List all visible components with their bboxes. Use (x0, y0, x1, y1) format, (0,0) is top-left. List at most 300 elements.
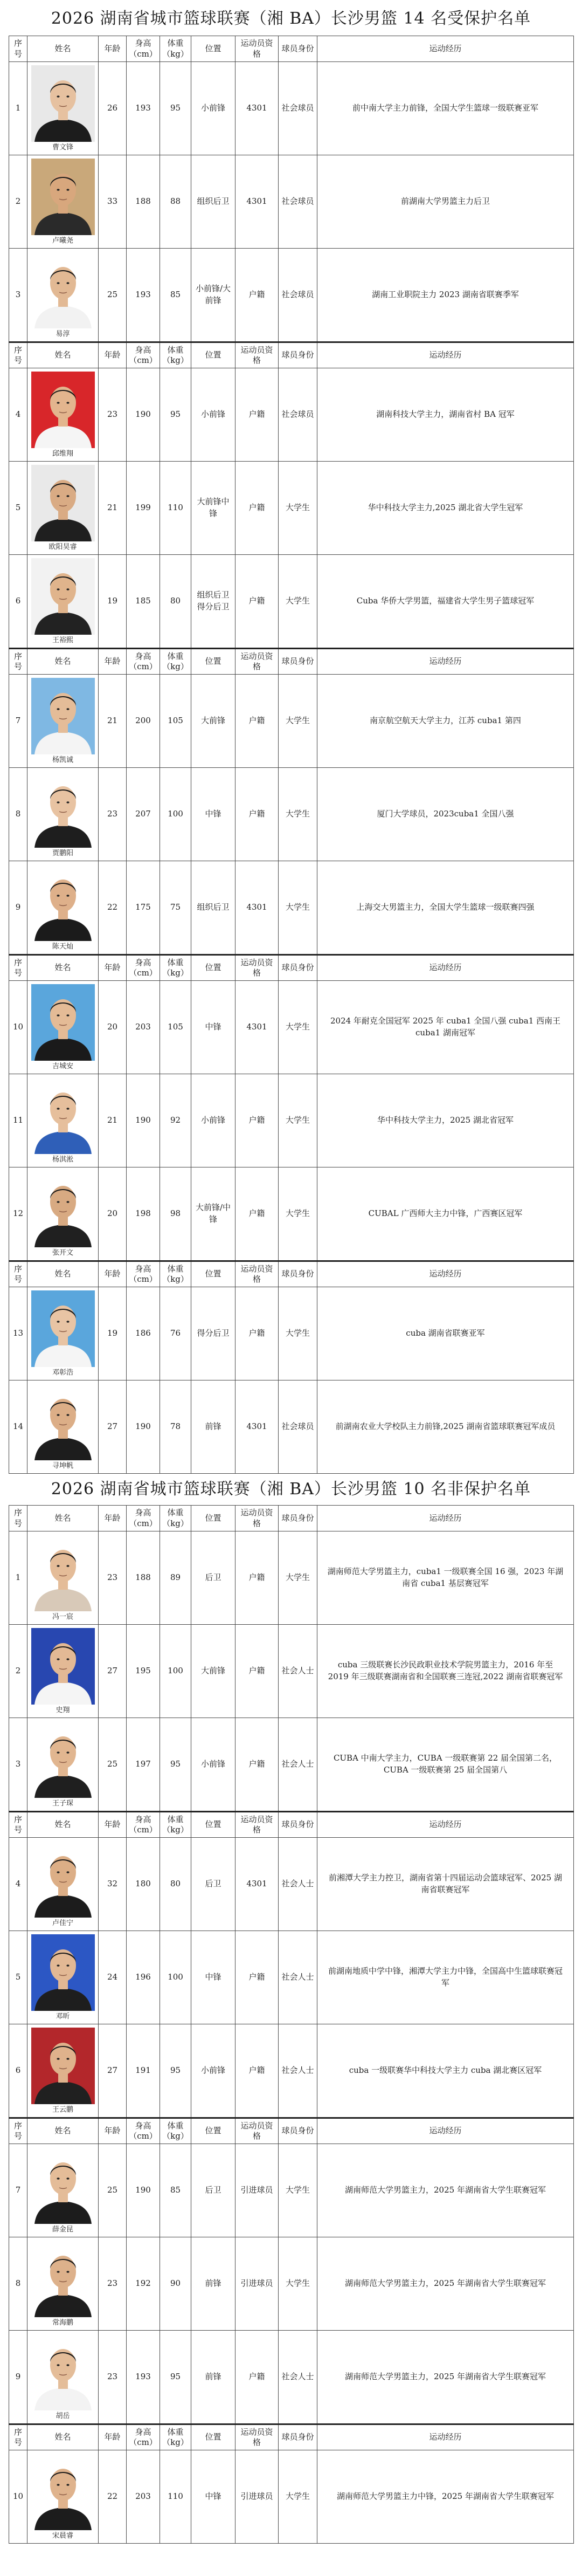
header-position: 位置 (191, 36, 235, 62)
player-identity: 大学生 (279, 1074, 317, 1167)
player-name-cell (27, 2144, 99, 2237)
player-photo (31, 1535, 95, 1611)
table-row (9, 1718, 574, 1812)
protected-list-title: 2026 湖南省城市篮球联赛（湘 BA）长沙男篮 14 名受保护名单 (51, 9, 531, 28)
player-position: 大前锋中锋 (191, 462, 235, 555)
player-qualification: 户籍 (235, 1167, 279, 1261)
header-age: 年龄 (99, 2424, 127, 2450)
player-number: 11 (9, 1074, 27, 1167)
player-height: 190 (127, 368, 160, 462)
player-name-cell (27, 249, 99, 342)
table-row (9, 1380, 574, 1474)
player-identity: 社会人士 (279, 2024, 317, 2118)
player-qualification: 户籍 (235, 555, 279, 649)
player-photo (31, 678, 95, 754)
table-row (9, 1838, 574, 1931)
header-num: 序号 (9, 1506, 27, 1531)
player-photo (31, 65, 95, 142)
player-experience: 湖南工业职院主力 2023 湖南省联赛季军 (317, 249, 574, 342)
player-weight: 105 (160, 675, 191, 768)
header-qualification: 运动员资格 (235, 955, 279, 981)
player-position: 后卫 (191, 2144, 235, 2237)
player-height: 207 (127, 768, 160, 861)
player-number: 2 (9, 1625, 27, 1718)
player-position: 得分后卫 (191, 1287, 235, 1380)
header-height: 身高（cm） (127, 342, 160, 368)
player-experience: 厦门大学球员，2023cuba1 全国八强 (317, 768, 574, 861)
player-photo (31, 2241, 95, 2317)
player-age: 21 (99, 1074, 127, 1167)
player-name-cell (27, 2450, 99, 2544)
header-age: 年龄 (99, 1506, 127, 1531)
header-row (9, 2118, 574, 2144)
header-age: 年龄 (99, 1261, 127, 1287)
player-qualification: 户籍 (235, 2024, 279, 2118)
player-number: 1 (9, 62, 27, 155)
table-row (9, 155, 574, 249)
player-weight: 105 (160, 981, 191, 1074)
player-qualification: 4301 (235, 155, 279, 249)
player-identity: 大学生 (279, 2144, 317, 2237)
player-weight: 95 (160, 368, 191, 462)
player-identity: 大学生 (279, 1287, 317, 1380)
table-row (9, 2450, 574, 2544)
player-position: 大前锋 (191, 675, 235, 768)
player-weight: 90 (160, 2237, 191, 2331)
player-weight: 95 (160, 1718, 191, 1812)
table-row (9, 555, 574, 649)
player-weight: 95 (160, 2024, 191, 2118)
player-age: 19 (99, 555, 127, 649)
player-qualification: 户籍 (235, 768, 279, 861)
player-age: 23 (99, 2331, 127, 2424)
header-height: 身高（cm） (127, 2424, 160, 2450)
player-name-cell (27, 1931, 99, 2024)
player-experience: 湖南科技大学主力，湖南省村 BA 冠军 (317, 368, 574, 462)
player-identity: 社会人士 (279, 1931, 317, 2024)
player-name-cell (27, 2331, 99, 2424)
player-name: 易淳 (56, 330, 70, 338)
player-height: 186 (127, 1287, 160, 1380)
player-name-cell (27, 981, 99, 1074)
player-name-cell (27, 1838, 99, 1931)
header-height: 身高（cm） (127, 649, 160, 675)
player-height: 193 (127, 62, 160, 155)
header-name: 姓名 (27, 2424, 99, 2450)
table-row (9, 981, 574, 1074)
table-row (9, 2237, 574, 2331)
table-row (9, 368, 574, 462)
player-weight: 80 (160, 555, 191, 649)
player-age: 27 (99, 1625, 127, 1718)
player-position: 大前锋/中锋 (191, 1167, 235, 1261)
header-weight: 体重（kg） (160, 342, 191, 368)
player-position: 前锋 (191, 1380, 235, 1474)
player-position: 小前锋 (191, 2024, 235, 2118)
player-number: 8 (9, 768, 27, 861)
player-age: 22 (99, 2450, 127, 2544)
player-position: 中锋 (191, 768, 235, 861)
player-age: 22 (99, 861, 127, 955)
header-qualification: 运动员资格 (235, 36, 279, 62)
player-name: 王子琛 (52, 1799, 73, 1808)
table-row (9, 1531, 574, 1625)
player-age: 26 (99, 62, 127, 155)
player-name-cell (27, 555, 99, 649)
header-height: 身高（cm） (127, 36, 160, 62)
header-position: 位置 (191, 342, 235, 368)
header-age: 年龄 (99, 649, 127, 675)
header-identity: 球员身份 (279, 2424, 317, 2450)
player-name: 杨淇淞 (52, 1156, 73, 1164)
player-name-cell (27, 675, 99, 768)
player-photo (31, 2454, 95, 2530)
player-name: 陈天灿 (52, 943, 73, 951)
player-name-cell (27, 368, 99, 462)
player-name: 寻坤帆 (52, 1462, 73, 1470)
player-age: 27 (99, 2024, 127, 2118)
header-weight: 体重（kg） (160, 1261, 191, 1287)
player-age: 24 (99, 1931, 127, 2024)
player-experience: 华中科技大学主力,2025 湖北省大学生冠军 (317, 462, 574, 555)
table-row (9, 2024, 574, 2118)
header-age: 年龄 (99, 1812, 127, 1838)
player-photo (31, 2334, 95, 2410)
player-position: 组织后卫 (191, 861, 235, 955)
player-qualification: 4301 (235, 62, 279, 155)
player-name-cell (27, 768, 99, 861)
player-name-cell (27, 1287, 99, 1380)
player-name: 王云鹏 (52, 2106, 73, 2114)
player-weight: 100 (160, 768, 191, 861)
player-age: 33 (99, 155, 127, 249)
player-name-cell (27, 1718, 99, 1812)
player-age: 32 (99, 1838, 127, 1931)
player-experience: 湖南师范大学男篮主力中锋，2025 年湖南省大学生联赛冠军 (317, 2450, 574, 2544)
player-height: 190 (127, 2144, 160, 2237)
player-position: 中锋 (191, 2450, 235, 2544)
player-photo (31, 1841, 95, 1918)
header-position: 位置 (191, 1506, 235, 1531)
player-age: 21 (99, 675, 127, 768)
protected-list-table (9, 36, 574, 1474)
header-name: 姓名 (27, 1812, 99, 1838)
table-row (9, 62, 574, 155)
player-identity: 大学生 (279, 768, 317, 861)
header-height: 身高（cm） (127, 1261, 160, 1287)
player-qualification: 户籍 (235, 2331, 279, 2424)
player-photo (31, 252, 95, 328)
player-photo (31, 1171, 95, 1247)
header-weight: 体重（kg） (160, 1506, 191, 1531)
player-number: 10 (9, 2450, 27, 2544)
player-identity: 大学生 (279, 2450, 317, 2544)
header-position: 位置 (191, 955, 235, 981)
player-name: 曹文锋 (52, 143, 73, 152)
player-identity: 大学生 (279, 981, 317, 1074)
unprotected-list-title: 2026 湖南省城市篮球联赛（湘 BA）长沙男篮 10 名非保护名单 (51, 1480, 531, 1499)
player-age: 23 (99, 2237, 127, 2331)
player-experience: 湖南师范大学男篮主力，cuba1 一级联赛全国 16 强，2023 年湖南省 cuba1 基层赛冠军 (317, 1531, 574, 1625)
header-age: 年龄 (99, 955, 127, 981)
player-height: 203 (127, 2450, 160, 2544)
player-photo (31, 372, 95, 448)
player-height: 190 (127, 1380, 160, 1474)
player-identity: 社会人士 (279, 1625, 317, 1718)
player-age: 23 (99, 1531, 127, 1625)
header-identity: 球员身份 (279, 1812, 317, 1838)
player-name: 王裕熙 (52, 636, 73, 644)
header-num: 序号 (9, 342, 27, 368)
header-experience: 运动经历 (317, 2118, 574, 2144)
player-height: 195 (127, 1625, 160, 1718)
header-row (9, 2424, 574, 2450)
player-height: 198 (127, 1167, 160, 1261)
header-row (9, 36, 574, 62)
player-identity: 大学生 (279, 675, 317, 768)
player-position: 后卫 (191, 1531, 235, 1625)
player-number: 4 (9, 1838, 27, 1931)
header-num: 序号 (9, 2118, 27, 2144)
player-number: 5 (9, 462, 27, 555)
player-name: 吉城安 (52, 1062, 73, 1070)
player-number: 9 (9, 861, 27, 955)
player-number: 13 (9, 1287, 27, 1380)
player-qualification: 4301 (235, 1838, 279, 1931)
player-experience: cuba 一级联赛华中科技大学主力 cuba 湖北赛区冠军 (317, 2024, 574, 2118)
header-position: 位置 (191, 2118, 235, 2144)
player-experience: Cuba 华侨大学男篮，福建省大学生男子篮球冠军 (317, 555, 574, 649)
header-row (9, 1506, 574, 1531)
player-weight: 110 (160, 2450, 191, 2544)
player-photo (31, 1384, 95, 1460)
header-name: 姓名 (27, 36, 99, 62)
player-experience: 南京航空航天大学主力，江苏 cuba1 第四 (317, 675, 574, 768)
player-experience: 2024 年耐克全国冠军 2025 年 cuba1 全国八强 cuba1 西南王 cuba1 湖南冠军 (317, 981, 574, 1074)
player-number: 5 (9, 1931, 27, 2024)
player-experience: cuba 三级联赛长沙民政职业技术学院男篮主力，2016 年至 2019 年三级联赛湖南省和全国联赛三连冠,2022 湖南省联赛冠军 (317, 1625, 574, 1718)
player-name-cell (27, 462, 99, 555)
table-row (9, 1931, 574, 2024)
header-num: 序号 (9, 2424, 27, 2450)
player-qualification: 户籍 (235, 462, 279, 555)
player-position: 小前锋/大前锋 (191, 249, 235, 342)
player-name: 冯一宸 (52, 1613, 73, 1621)
player-name: 卢佳宁 (52, 1919, 73, 1927)
player-identity: 社会球员 (279, 1380, 317, 1474)
player-height: 193 (127, 2331, 160, 2424)
player-qualification: 户籍 (235, 675, 279, 768)
player-height: 191 (127, 2024, 160, 2118)
header-qualification: 运动员资格 (235, 2118, 279, 2144)
player-name-cell (27, 1167, 99, 1261)
player-weight: 98 (160, 1167, 191, 1261)
player-name: 张开文 (52, 1249, 73, 1257)
player-experience: 上海交大男篮主力，全国大学生篮球一级联赛四强 (317, 861, 574, 955)
player-height: 188 (127, 155, 160, 249)
header-position: 位置 (191, 1261, 235, 1287)
header-qualification: 运动员资格 (235, 649, 279, 675)
player-photo (31, 1077, 95, 1154)
header-name: 姓名 (27, 955, 99, 981)
player-qualification: 户籍 (235, 1287, 279, 1380)
header-num: 序号 (9, 1812, 27, 1838)
header-identity: 球员身份 (279, 649, 317, 675)
header-age: 年龄 (99, 2118, 127, 2144)
player-number: 1 (9, 1531, 27, 1625)
header-experience: 运动经历 (317, 1506, 574, 1531)
player-height: 197 (127, 1718, 160, 1812)
player-height: 196 (127, 1931, 160, 2024)
header-num: 序号 (9, 36, 27, 62)
header-qualification: 运动员资格 (235, 342, 279, 368)
header-qualification: 运动员资格 (235, 2424, 279, 2450)
player-number: 7 (9, 2144, 27, 2237)
player-experience: CUBAL 广西师大主力中锋，广西赛区冠军 (317, 1167, 574, 1261)
player-name-cell (27, 62, 99, 155)
player-height: 175 (127, 861, 160, 955)
player-identity: 社会人士 (279, 1718, 317, 1812)
player-photo (31, 159, 95, 235)
player-qualification: 引进球员 (235, 2144, 279, 2237)
player-photo (31, 2147, 95, 2224)
header-position: 位置 (191, 1812, 235, 1838)
player-name: 卢曦尧 (52, 237, 73, 245)
player-identity: 社会球员 (279, 368, 317, 462)
player-name: 胡岳 (56, 2412, 70, 2420)
player-number: 7 (9, 675, 27, 768)
player-age: 25 (99, 1718, 127, 1812)
header-name: 姓名 (27, 649, 99, 675)
player-number: 3 (9, 1718, 27, 1812)
player-identity: 社会人士 (279, 2331, 317, 2424)
table-row (9, 2331, 574, 2424)
player-identity: 大学生 (279, 861, 317, 955)
player-name: 邱维翔 (52, 450, 73, 458)
header-height: 身高（cm） (127, 955, 160, 981)
header-position: 位置 (191, 649, 235, 675)
header-row (9, 342, 574, 368)
header-identity: 球员身份 (279, 1506, 317, 1531)
player-number: 10 (9, 981, 27, 1074)
player-position: 中锋 (191, 1931, 235, 2024)
header-row (9, 649, 574, 675)
player-position: 组织后卫 (191, 155, 235, 249)
player-age: 20 (99, 1167, 127, 1261)
player-experience: 前中南大学主力前锋，全国大学生篮球一级联赛亚军 (317, 62, 574, 155)
header-weight: 体重（kg） (160, 2118, 191, 2144)
player-qualification: 户籍 (235, 1074, 279, 1167)
unprotected-list-table (9, 1505, 574, 2544)
player-qualification: 户籍 (235, 249, 279, 342)
header-experience: 运动经历 (317, 342, 574, 368)
player-weight: 85 (160, 2144, 191, 2237)
header-experience: 运动经历 (317, 1261, 574, 1287)
header-identity: 球员身份 (279, 955, 317, 981)
player-position: 前锋 (191, 2237, 235, 2331)
player-experience: 华中科技大学主力，2025 湖北省冠军 (317, 1074, 574, 1167)
header-weight: 体重（kg） (160, 2424, 191, 2450)
player-qualification: 引进球员 (235, 2450, 279, 2544)
player-weight: 80 (160, 1838, 191, 1931)
player-identity: 大学生 (279, 1531, 317, 1625)
player-experience: 湖南师范大学男篮主力，2025 年湖南省大学生联赛冠军 (317, 2144, 574, 2237)
header-name: 姓名 (27, 2118, 99, 2144)
player-name: 史翔 (56, 1706, 70, 1714)
player-name: 欧阳昊睿 (48, 543, 77, 551)
player-number: 2 (9, 155, 27, 249)
header-weight: 体重（kg） (160, 955, 191, 981)
header-experience: 运动经历 (317, 1812, 574, 1838)
player-position: 小前锋 (191, 368, 235, 462)
player-identity: 社会球员 (279, 249, 317, 342)
player-position: 组织后卫得分后卫 (191, 555, 235, 649)
player-name-cell (27, 2024, 99, 2118)
player-position: 小前锋 (191, 1718, 235, 1812)
header-identity: 球员身份 (279, 2118, 317, 2144)
player-photo (31, 1290, 95, 1367)
player-identity: 社会球员 (279, 155, 317, 249)
player-height: 188 (127, 1531, 160, 1625)
player-experience: 前湖南农业大学校队主力前锋,2025 湖南省篮球联赛冠军成员 (317, 1380, 574, 1474)
player-identity: 大学生 (279, 462, 317, 555)
player-weight: 95 (160, 62, 191, 155)
header-name: 姓名 (27, 342, 99, 368)
player-position: 小前锋 (191, 1074, 235, 1167)
header-qualification: 运动员资格 (235, 1506, 279, 1531)
header-qualification: 运动员资格 (235, 1812, 279, 1838)
player-age: 27 (99, 1380, 127, 1474)
player-number: 14 (9, 1380, 27, 1474)
header-identity: 球员身份 (279, 1261, 317, 1287)
player-name-cell (27, 155, 99, 249)
header-age: 年龄 (99, 36, 127, 62)
player-number: 12 (9, 1167, 27, 1261)
header-name: 姓名 (27, 1261, 99, 1287)
player-position: 后卫 (191, 1838, 235, 1931)
player-experience: 湖南师范大学男篮主力，2025 年湖南省大学生联赛冠军 (317, 2237, 574, 2331)
table-row (9, 462, 574, 555)
player-name: 邓彰浩 (52, 1369, 73, 1377)
player-position: 中锋 (191, 981, 235, 1074)
player-identity: 社会人士 (279, 1838, 317, 1931)
header-position: 位置 (191, 2424, 235, 2450)
table-row (9, 675, 574, 768)
player-name: 宋晨睿 (52, 2532, 73, 2540)
player-number: 6 (9, 555, 27, 649)
header-height: 身高（cm） (127, 1506, 160, 1531)
player-photo (31, 465, 95, 541)
player-qualification: 4301 (235, 1380, 279, 1474)
player-position: 大前锋 (191, 1625, 235, 1718)
player-name: 贾鹏阳 (52, 849, 73, 857)
header-weight: 体重（kg） (160, 1812, 191, 1838)
player-experience: 湖南师范大学男篮主力，2025 年湖南省大学生联赛冠军 (317, 2331, 574, 2424)
table-row (9, 249, 574, 342)
header-name: 姓名 (27, 1506, 99, 1531)
player-qualification: 户籍 (235, 1718, 279, 1812)
header-experience: 运动经历 (317, 2424, 574, 2450)
player-height: 190 (127, 1074, 160, 1167)
player-qualification: 户籍 (235, 1531, 279, 1625)
table-row (9, 861, 574, 955)
player-photo (31, 984, 95, 1061)
player-name-cell (27, 861, 99, 955)
player-weight: 88 (160, 155, 191, 249)
table-row (9, 1167, 574, 1261)
player-weight: 110 (160, 462, 191, 555)
player-experience: CUBA 中南大学主力，CUBA 一级联赛第 22 届全国第二名，CUBA 一级联赛第 25 届全国第八 (317, 1718, 574, 1812)
